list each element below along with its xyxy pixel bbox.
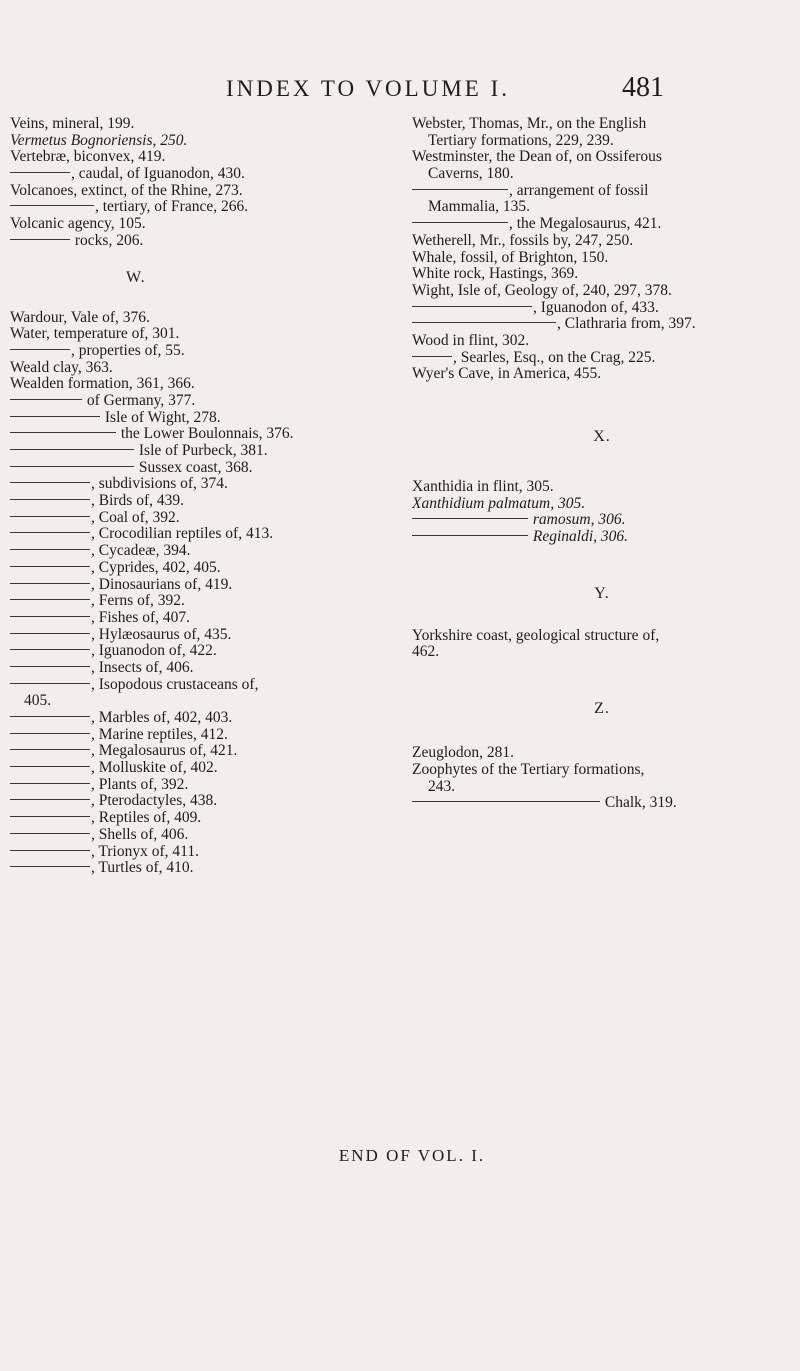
index-entry: Vermetus Bognoriensis, 250. bbox=[10, 131, 188, 149]
index-subentry: , Reptiles of, 409. bbox=[10, 810, 396, 827]
index-subentry: , Marbles of, 402, 403. bbox=[10, 710, 396, 727]
index-continuation: 405. bbox=[24, 692, 52, 710]
index-entry: Wyer's Cave, in America, 455. bbox=[412, 365, 602, 383]
index-subentry: Reginaldi, 306. bbox=[412, 529, 792, 546]
index-subentry: , Fishes of, 407. bbox=[10, 610, 396, 627]
index-subentry: , Iguanodon of, 422. bbox=[10, 643, 396, 660]
index-entry: Wealden formation, 361, 366. bbox=[10, 375, 195, 393]
end-of-volume: END OF VOL. I. bbox=[338, 1146, 486, 1165]
index-subentry: , Turtles of, 410. bbox=[10, 860, 396, 877]
index-subentry: , Birds of, 439. bbox=[10, 493, 396, 510]
index-continuation: Tertiary formations, 229, 239. bbox=[428, 131, 614, 149]
index-entry: Westminster, the Dean of, on Ossiferous bbox=[412, 148, 662, 166]
index-continuation: 462. bbox=[412, 643, 440, 661]
index-subentry: the Lower Boulonnais, 376. bbox=[10, 426, 396, 443]
index-subentry: , Shells of, 406. bbox=[10, 827, 396, 844]
index-subentry: Chalk, 319. bbox=[412, 795, 792, 812]
index-subentry: , Cyprides, 402, 405. bbox=[10, 560, 396, 577]
index-entry: Zoophytes of the Tertiary formations, bbox=[412, 760, 645, 778]
index-subentry: Isle of Purbeck, 381. bbox=[10, 443, 396, 460]
index-subentry: , Searles, Esq., on the Crag, 225. bbox=[412, 350, 792, 367]
running-title: INDEX TO VOLUME I. bbox=[226, 76, 510, 101]
index-subentry: , Marine reptiles, 412. bbox=[10, 727, 396, 744]
index-continuation: 243. bbox=[428, 777, 456, 795]
index-subentry: , caudal, of Iguanodon, 430. bbox=[10, 166, 396, 183]
index-subentry: , Insects of, 406. bbox=[10, 660, 396, 677]
index-subentry: , Cycadeæ, 394. bbox=[10, 543, 396, 560]
index-subentry: of Germany, 377. bbox=[10, 393, 396, 410]
index-subentry: Isle of Wight, 278. bbox=[10, 410, 396, 427]
index-continuation: Mammalia, 135. bbox=[428, 198, 531, 216]
index-subentry: , Iguanodon of, 433. bbox=[412, 300, 792, 317]
index-continuation: Caverns, 180. bbox=[428, 165, 514, 183]
index-subentry: , Plants of, 392. bbox=[10, 777, 396, 794]
index-entry: White rock, Hastings, 369. bbox=[412, 265, 579, 283]
index-subentry: , tertiary, of France, 266. bbox=[10, 199, 396, 216]
index-subentry: rocks, 206. bbox=[10, 233, 396, 250]
index-subentry: , Trionyx of, 411. bbox=[10, 844, 396, 861]
index-subentry: , the Megalosaurus, 421. bbox=[412, 216, 792, 233]
page-header bbox=[0, 72, 800, 108]
index-subentry: , Dinosaurians of, 419. bbox=[10, 577, 396, 594]
index-subentry: , properties of, 55. bbox=[10, 343, 396, 360]
index-subentry: , Isopodous crustaceans of, bbox=[10, 677, 396, 694]
index-entry: Weald clay, 363. bbox=[10, 358, 113, 376]
index-subentry: , Pterodactyles, 438. bbox=[10, 793, 396, 810]
index-subentry: , Ferns of, 392. bbox=[10, 593, 396, 610]
index-entry: Vertebræ, biconvex, 419. bbox=[10, 148, 166, 166]
section-letter-z: Z. bbox=[594, 700, 610, 718]
index-entry: Volcanoes, extinct, of the Rhine, 273. bbox=[10, 181, 243, 199]
index-entry: Volcanic agency, 105. bbox=[10, 215, 146, 233]
left-column bbox=[10, 116, 396, 877]
section-letter-x: X. bbox=[593, 428, 611, 445]
index-subentry: Sussex coast, 368. bbox=[10, 460, 396, 477]
index-entry: Xanthidium palmatum, 305. bbox=[412, 494, 586, 512]
index-subentry: ramosum, 306. bbox=[412, 512, 792, 529]
index-entry: Wood in flint, 302. bbox=[412, 331, 530, 349]
index-entry: Xanthidia in flint, 305. bbox=[412, 478, 554, 495]
page-number: 481 bbox=[622, 72, 664, 103]
index-subentry: , subdivisions of, 374. bbox=[10, 476, 396, 493]
index-subentry: , Clathraria from, 397. bbox=[412, 316, 792, 333]
section-letter-w: W. bbox=[126, 268, 146, 286]
index-subentry: , Molluskite of, 402. bbox=[10, 760, 396, 777]
index-subentry: , Coal of, 392. bbox=[10, 510, 396, 527]
index-subentry: , Crocodilian reptiles of, 413. bbox=[10, 526, 396, 543]
index-entry: Water, temperature of, 301. bbox=[10, 325, 180, 343]
section-letter-y: Y. bbox=[594, 584, 610, 602]
index-entry: Whale, fossil, of Brighton, 150. bbox=[412, 248, 609, 266]
index-subentry: , Megalosaurus of, 421. bbox=[10, 743, 396, 760]
index-entry: Wight, Isle of, Geology of, 240, 297, 378. bbox=[412, 281, 672, 299]
index-entry: Webster, Thomas, Mr., on the English bbox=[412, 115, 647, 132]
index-entry: Veins, mineral, 199. bbox=[10, 115, 135, 132]
index-entry: Yorkshire coast, geological structure of, bbox=[412, 626, 660, 644]
index-subentry: , arrangement of fossil bbox=[412, 183, 792, 200]
right-column bbox=[412, 116, 792, 812]
index-entry: Wetherell, Mr., fossils by, 247, 250. bbox=[412, 231, 634, 249]
index-subentry: , Hylæosaurus of, 435. bbox=[10, 627, 396, 644]
index-entry: Wardour, Vale of, 376. bbox=[10, 308, 150, 326]
index-entry: Zeuglodon, 281. bbox=[412, 744, 515, 762]
